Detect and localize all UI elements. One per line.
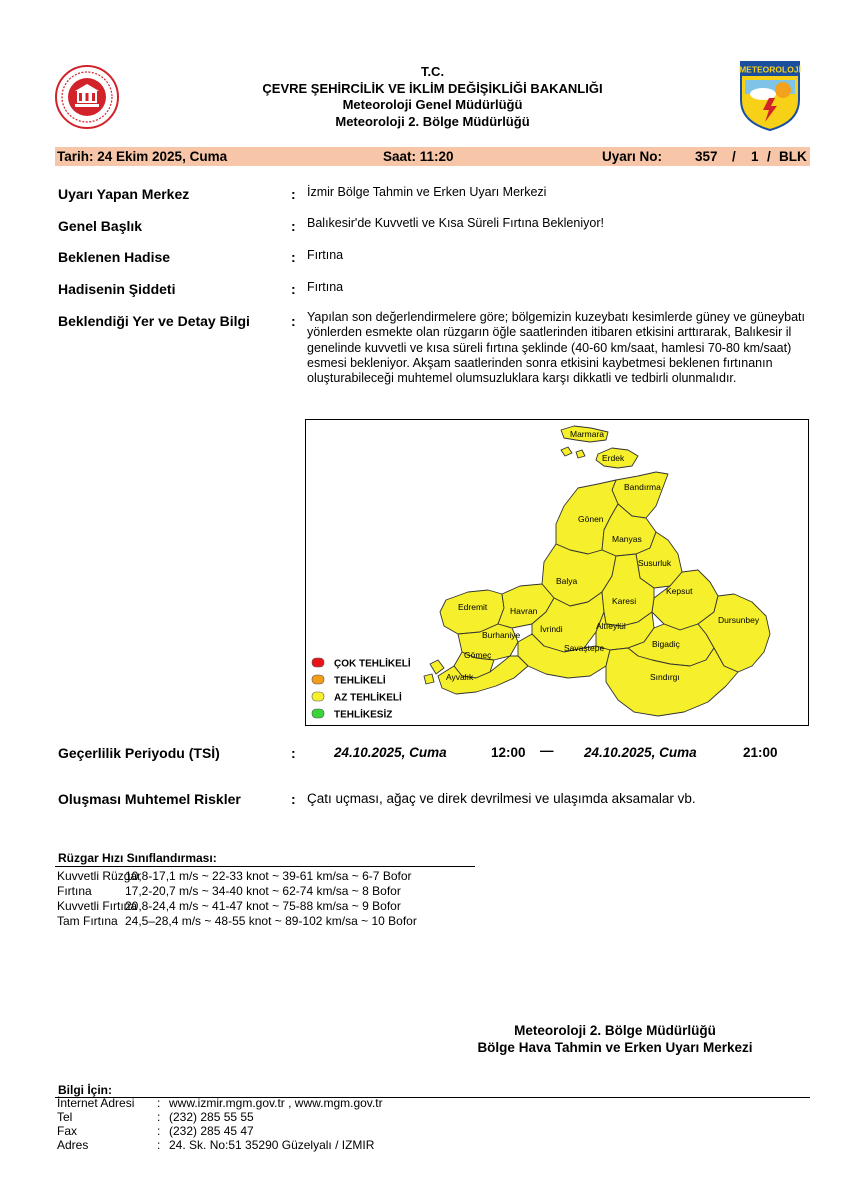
- contact-key: Adres: [57, 1138, 89, 1152]
- risks-value: Çatı uçması, ağaç ve direk devrilmesi ve ulaşımda aksamalar vb.: [307, 791, 696, 806]
- legend-label-cok-tehlikeli: ÇOK TEHLİKELİ: [334, 658, 411, 670]
- label-edremit: Edremit: [458, 602, 488, 612]
- legend-label-tehlikesiz: TEHLİKESİZ: [334, 709, 393, 721]
- contact-website[interactable]: www.izmir.mgm.gov.tr , www.mgm.gov.tr: [169, 1096, 383, 1110]
- balikesir-map: [306, 420, 808, 725]
- signature-block: [455, 1022, 775, 1056]
- wind-row-value: 20,8-24,4 m/s ~ 41-47 knot ~ 75-88 km/sa ~ 9 Bofor: [125, 899, 401, 913]
- contact-colon: :: [157, 1124, 161, 1138]
- wind-row-name: Kuvvetli Rüzgar: [57, 869, 142, 883]
- center-label: Uyarı Yapan Merkez: [58, 186, 190, 202]
- label-ayvalik: Ayvalık: [446, 672, 474, 682]
- event-value: Fırtına: [307, 248, 344, 262]
- label-susurluk: Susurluk: [638, 558, 672, 568]
- label-bigadic: Bigadiç: [652, 639, 680, 649]
- warning-sub-number: 1: [751, 149, 759, 164]
- validity-end-time: 21:00: [743, 745, 778, 760]
- island-small-1: [561, 447, 572, 456]
- wind-row-value: 10,8-17,1 m/s ~ 22-33 knot ~ 39-61 km/sa ~ 6-7 Bofor: [125, 869, 412, 883]
- wind-row-value: 17,2-20,7 m/s ~ 34-40 knot ~ 62-74 km/sa ~ 8 Bofor: [125, 884, 401, 898]
- info-bar: [55, 147, 810, 166]
- header-tc: T.C.: [420, 64, 445, 79]
- severity-colon: :: [291, 281, 296, 297]
- label-altieylul: Altıeylül: [596, 621, 626, 631]
- detail-colon: :: [291, 313, 296, 329]
- legend-swatch-cok-tehlikeli: [312, 658, 324, 667]
- island-ayvalik-2: [424, 674, 434, 684]
- header-ministry: ÇEVRE ŞEHİRCİLİK VE İKLİM DEĞİŞİKLİĞİ BAKANLIĞI: [262, 80, 603, 96]
- contact-colon: :: [157, 1096, 161, 1110]
- wind-row-value: 24,5–28,4 m/s ~ 48-55 knot ~ 89-102 km/sa ~ 10 Bofor: [125, 914, 417, 928]
- label-gomec: Gömeç: [464, 650, 492, 660]
- validity-colon: :: [291, 745, 296, 761]
- title-colon: :: [291, 218, 296, 234]
- warning-number-label: Uyarı No:: [602, 149, 663, 164]
- signature-line-1: Meteoroloji 2. Bölge Müdürlüğü: [514, 1023, 716, 1038]
- label-erdek: Erdek: [602, 453, 625, 463]
- header-regional: Meteoroloji 2. Bölge Müdürlüğü: [335, 113, 530, 129]
- legend-label-tehlikeli: TEHLİKELİ: [334, 675, 386, 687]
- label-balya: Balya: [556, 576, 578, 586]
- center-colon: :: [291, 186, 296, 202]
- meteoroloji-logo: [739, 60, 801, 132]
- label-karesi: Karesi: [612, 596, 637, 606]
- legend-swatch-tehlikeli: [312, 675, 324, 684]
- label-bandirma: Bandırma: [624, 482, 661, 492]
- wind-title-underline: [55, 866, 475, 867]
- warning-separator-1: /: [732, 149, 736, 164]
- issue-date: Tarih: 24 Ekim 2025, Cuma: [57, 149, 228, 164]
- wind-row-name: Fırtına: [57, 884, 92, 898]
- warning-number: 357: [695, 149, 718, 164]
- label-havran: Havran: [510, 606, 538, 616]
- island-small-2: [576, 450, 585, 458]
- risks-label: Oluşması Muhtemel Riskler: [58, 791, 241, 807]
- contact-key: Fax: [57, 1124, 78, 1138]
- wind-classification-title: Rüzgar Hızı Sınıflandırması:: [58, 851, 217, 865]
- event-colon: :: [291, 249, 296, 265]
- risks-colon: :: [291, 791, 296, 807]
- label-savastepe: Savaştepe: [564, 643, 605, 653]
- contact-key: Tel: [57, 1110, 73, 1124]
- title-value: Balıkesir'de Kuvvetli ve Kısa Süreli Fırtına Bekleniyor!: [307, 216, 604, 230]
- severity-label: Hadisenin Şiddeti: [58, 281, 176, 297]
- label-kepsut: Kepsut: [666, 586, 693, 596]
- severity-value: Fırtına: [307, 280, 344, 294]
- island-ayvalik-1: [430, 660, 444, 674]
- warning-separator-2: /: [767, 149, 771, 164]
- validity-start-time: 12:00: [491, 745, 526, 760]
- validity-end-date: 24.10.2025, Cuma: [584, 745, 697, 760]
- validity-label: Geçerlilik Periyodu (TSİ): [58, 745, 220, 761]
- label-dursunbey: Dursunbey: [718, 615, 760, 625]
- document-header: [55, 64, 810, 130]
- title-label: Genel Başlık: [58, 218, 143, 234]
- label-gonen: Gönen: [578, 514, 604, 524]
- wind-row-name: Tam Fırtına: [57, 914, 118, 928]
- contact-fax: (232) 285 45 47: [169, 1124, 254, 1138]
- map-legend: [312, 657, 411, 721]
- warning-document: [55, 40, 810, 1180]
- legend-swatch-tehlikesiz: [312, 709, 324, 718]
- issue-time: Saat: 11:20: [383, 149, 454, 164]
- label-manyas: Manyas: [612, 534, 642, 544]
- contact-phone: (232) 285 55 55: [169, 1110, 254, 1124]
- warning-code: BLK: [779, 149, 807, 164]
- center-value: İzmir Bölge Tahmin ve Erken Uyarı Merkezi: [307, 185, 547, 199]
- warning-map: [305, 419, 809, 726]
- event-label: Beklenen Hadise: [58, 249, 171, 265]
- legend-swatch-az-tehlikeli: [312, 692, 324, 701]
- validity-start-date: 24.10.2025, Cuma: [334, 745, 447, 760]
- legend-label-az-tehlikeli: AZ TEHLİKELİ: [334, 692, 402, 704]
- contact-colon: :: [157, 1110, 161, 1124]
- validity-dash: —: [540, 743, 554, 758]
- wind-row-name: Kuvvetli Fırtına: [57, 899, 138, 913]
- header-directorate: Meteoroloji Genel Müdürlüğü: [342, 97, 523, 112]
- detail-value: Yapılan son değerlendirmelere göre; bölgemizin kuzeybatı kesimlerde güney ve güneybatı yönlerden esmekte olan rüzgarın öğle saatlerinden itibaren etkisini arttırarak, Balıkesir il genelinde kuvvetli ve kısa süreli fırtına şeklinde (40-60 km/saat, hamlesi 70-80 km/saat) esmesi bekleniyor. Akşam saatlerinden sonra etkisini kaybetmesi beklenen fırtınanın oluşturabileceği muhtemel olumsuzluklara karşı dikkatli ve tedbirli olunmalıdır.: [307, 310, 805, 386]
- contact-colon: :: [157, 1138, 161, 1152]
- label-marmara: Marmara: [570, 429, 605, 439]
- contact-title: Bilgi İçin:: [58, 1083, 112, 1097]
- contact-address: 24. Sk. No:51 35290 Güzelyalı / IZMIR: [169, 1138, 375, 1152]
- signature-line-2: Bölge Hava Tahmin ve Erken Uyarı Merkezi: [477, 1040, 753, 1055]
- contact-key: İnternet Adresi: [57, 1096, 135, 1110]
- label-sindirgi: Sındırgı: [650, 672, 680, 682]
- meteoroloji-logo-text: METEOROLOJİ: [739, 64, 801, 75]
- detail-label: Beklendiği Yer ve Detay Bilgi: [58, 313, 250, 329]
- label-burhaniye: Burhaniye: [482, 630, 521, 640]
- label-ivrindi: İvrindi: [540, 624, 563, 634]
